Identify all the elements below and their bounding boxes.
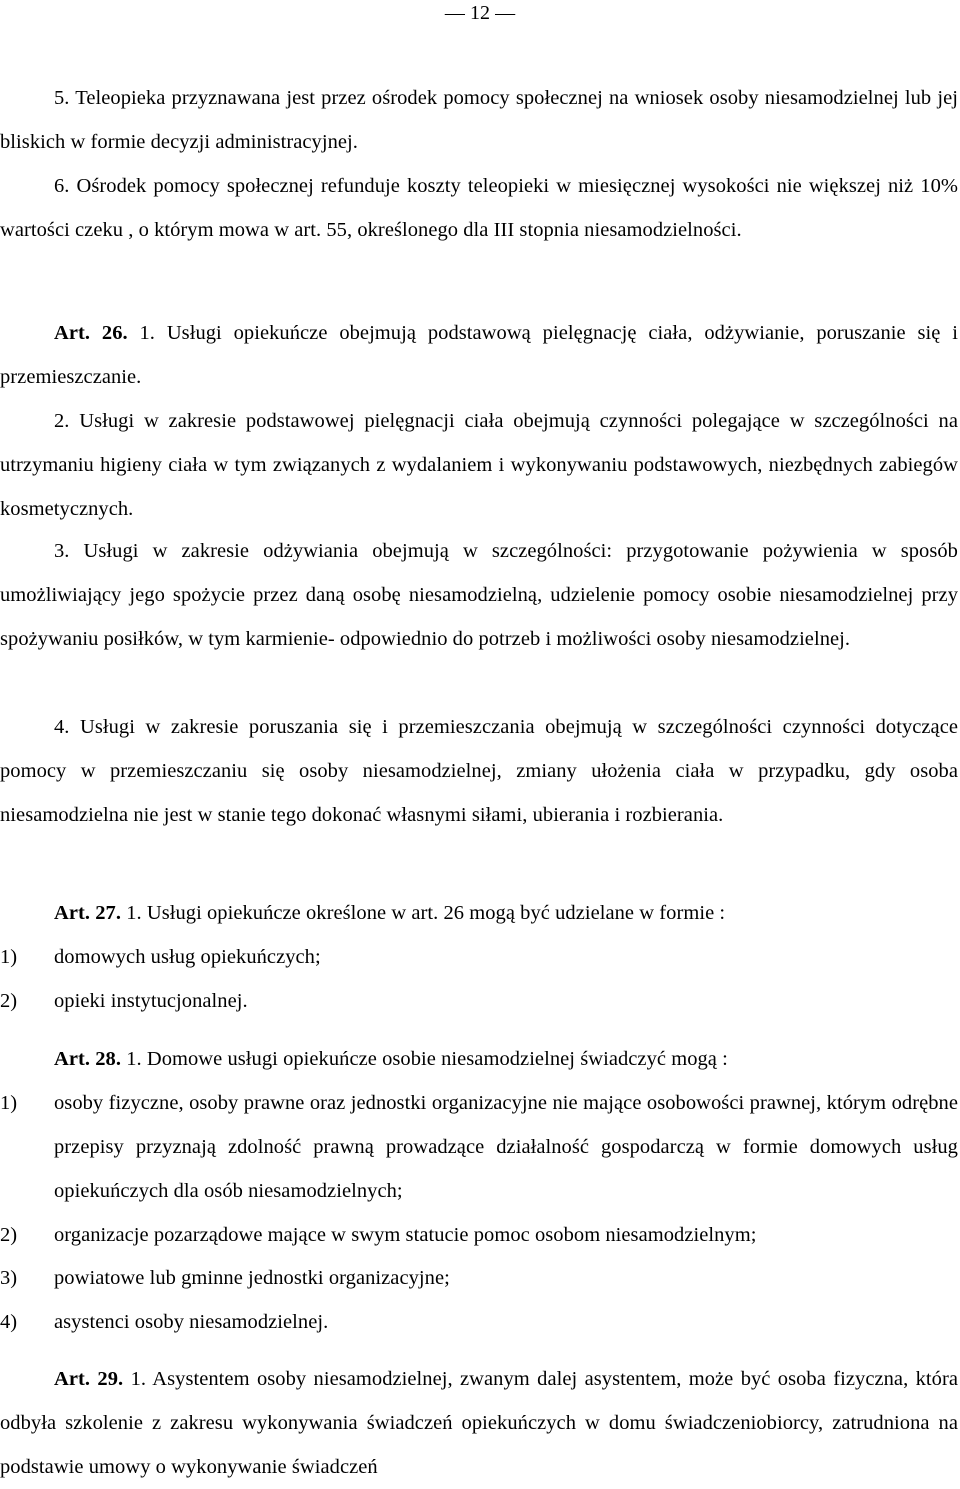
article-27-paragraph-1 — [0, 891, 958, 935]
page-number: — 12 — — [444, 2, 516, 24]
article-26-paragraph-1 — [0, 311, 958, 399]
article-26-paragraph-3: 3. Usługi w zakresie odżywiania obejmują w szczególności: przygotowanie pożywienia w sposób umożliwiający jego spożycie przez daną osobę niesamodzielną, udzielenie pomocy osobie niesamodzielnej przy spożywaniu posiłków, w tym karmienie- odpowiednio do potrzeb i możliwości osoby niesamodzielnej. — [0, 540, 958, 650]
article-29-paragraph-1 — [0, 1357, 958, 1489]
list-item: 4) asystenci osoby niesamodzielnej. — [0, 1311, 329, 1333]
article-27-heading: Art. 27. — [54, 902, 122, 924]
article-28-paragraph-1 — [0, 1037, 958, 1081]
article-26-paragraph-4: 4. Usługi w zakresie poruszania się i przemieszczania obejmują w szczególności czynności dotyczące pomocy w przemieszczaniu się osoby niesamodzielnej, zmiany ułożenia ciała w przypadku, gdy osoba niesamodzielna nie jest w stanie tego dokonać własnymi siłami, ubierania i rozbierania. — [0, 716, 958, 826]
article-27-p1-text: 1. Usługi opiekuńcze określone w art. 26 mogą być udzielane w formie : — [121, 902, 726, 924]
paragraph-6: 6. Ośrodek pomocy społecznej refunduje koszty teleopieki w miesięcznej wysokości nie większej niż 10% wartości czeku , o którym mowa w art. 55, określonego dla III stopnia niesamodzielności. — [0, 175, 958, 241]
article-28-heading: Art. 28. — [54, 1048, 122, 1070]
article-26-heading: Art. 26. — [54, 322, 128, 344]
article-29-p1-text: 1. Asystentem osoby niesamodzielnej, zwanym dalej asystentem, może być osoba fizyczna, która odbyła szkolenie z zakresu wykonywania świadczeń opiekuńczych w domu świadczeniobiorcy, zatrudniona na podstawie umowy o wykonywanie świadczeń — [0, 1368, 958, 1478]
article-26-paragraph-2: 2. Usługi w zakresie podstawowej pielęgnacji ciała obejmują czynności polegające w szczególności na utrzymaniu higieny ciała w tym związanych z wydalaniem i wykonywaniu podstawowych, niezbędnych zabiegów kosmetycznych. — [0, 410, 958, 520]
list-item: 2) organizacje pozarządowe mające w swym statucie pomoc osobom niesamodzielnym; — [0, 1224, 757, 1246]
article-28-p1-text: 1. Domowe usługi opiekuńcze osobie niesamodzielnej świadczyć mogą : — [121, 1048, 728, 1070]
article-26-p1-text: 1. Usługi opiekuńcze obejmują podstawową pielęgnację ciała, odżywianie, poruszanie się i przemieszczanie. — [0, 322, 958, 388]
article-29-heading: Art. 29. — [54, 1368, 124, 1390]
list-item: 1) osoby fizyczne, osoby prawne oraz jednostki organizacyjne nie mające osobowości prawnej, którym odrębne przepisy przyznają zdolność prawną prowadzące działalność gospodarczą w formie domowych usług opiekuńczych dla osób niesamodzielnych; — [0, 1092, 958, 1202]
list-item: 3) powiatowe lub gminne jednostki organizacyjne; — [0, 1267, 450, 1289]
paragraph-5: 5. Teleopieka przyznawana jest przez ośrodek pomocy społecznej na wniosek osoby niesamodzielnej lub jej bliskich w formie decyzji administracyjnej. — [0, 87, 958, 153]
list-item: 1) domowych usług opiekuńczych; — [0, 946, 321, 968]
list-item: 2) opieki instytucjonalnej. — [0, 990, 248, 1012]
